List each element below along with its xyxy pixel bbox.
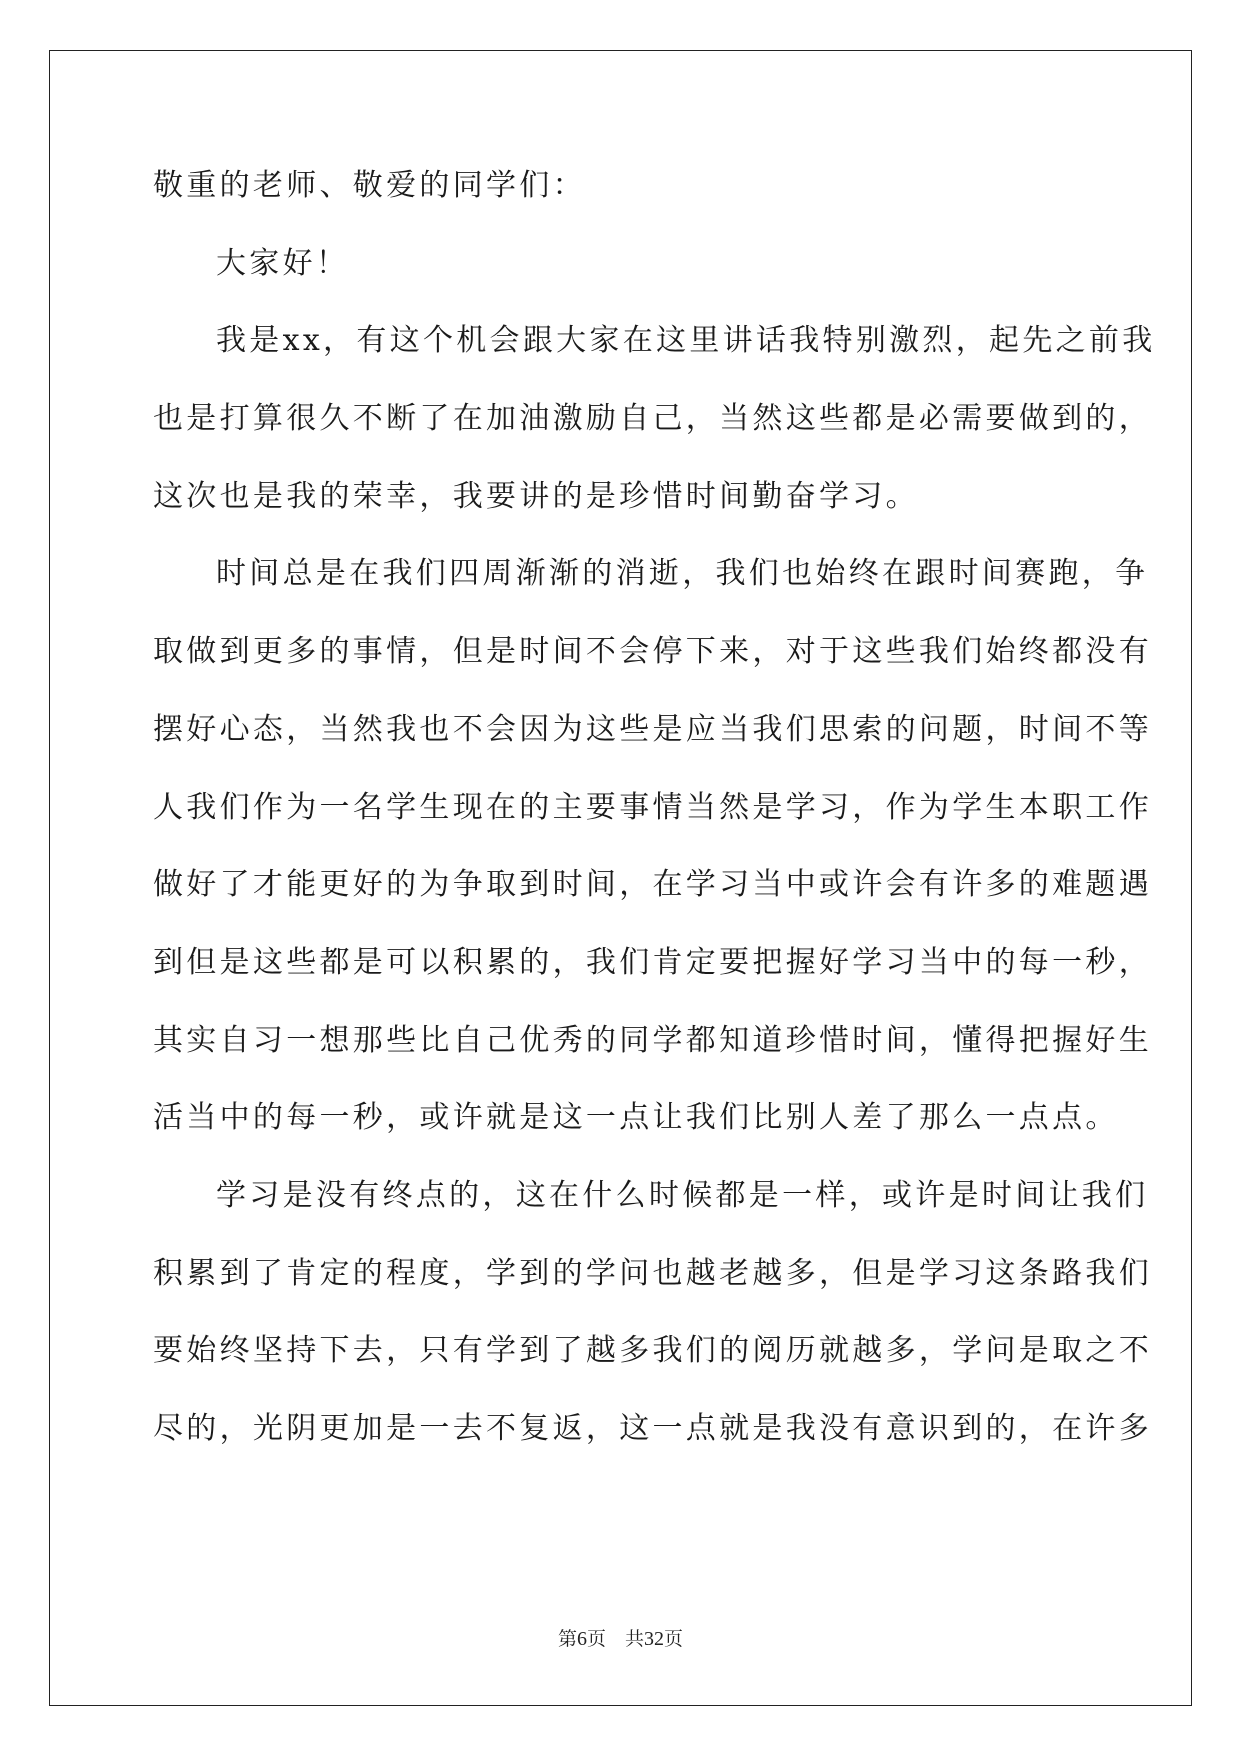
paragraph-line: 积累到了肯定的程度，学到的学问也越老越多，但是学习这条路我们 <box>153 1255 1152 1291</box>
paragraph-line: 时间总是在我们四周渐渐的消逝，我们也始终在跟时间赛跑，争 <box>216 556 1149 592</box>
paragraph-line: 我是xx，有这个机会跟大家在这里讲话我特别激烈，起先之前我 <box>216 323 1156 359</box>
page-number-suffix: 页 <box>664 1628 684 1650</box>
page-number-middle: 页 共 <box>586 1628 644 1650</box>
paragraph-line: 学习是没有终点的，这在什么时候都是一样，或许是时间让我们 <box>216 1177 1149 1213</box>
current-page-number: 6 <box>576 1628 587 1650</box>
greeting-line: 大家好！ <box>216 245 350 281</box>
paragraph-line: 人我们作为一名学生现在的主要事情当然是学习，作为学生本职工作 <box>153 789 1152 825</box>
page-footer <box>0 1624 1241 1651</box>
total-page-count: 32 <box>644 1628 664 1650</box>
paragraph-line: 做好了才能更好的为争取到时间，在学习当中或许会有许多的难题遇 <box>153 867 1152 903</box>
page-number-prefix: 第 <box>557 1628 577 1650</box>
paragraph-line: 摆好心态，当然我也不会因为这些是应当我们思索的问题，时间不等 <box>153 711 1152 747</box>
paragraph-line: 活当中的每一秒，或许就是这一点让我们比别人差了那么一点点。 <box>153 1100 1119 1136</box>
document-body <box>153 168 1156 1489</box>
salutation-line: 敬重的老师、敬爱的同学们： <box>153 168 586 203</box>
paragraph-line: 要始终坚持下去，只有学到了越多我们的阅历就越多，学问是取之不 <box>153 1333 1152 1369</box>
paragraph-line: 也是打算很久不断了在加油激励自己，当然这些都是必需要做到的， <box>153 401 1152 437</box>
paragraph-line: 尽的，光阴更加是一去不复返，这一点就是我没有意识到的，在许多 <box>153 1411 1152 1446</box>
paragraph-line: 其实自习一想那些比自己优秀的同学都知道珍惜时间，懂得把握好生 <box>153 1022 1152 1058</box>
paragraph-line: 取做到更多的事情，但是时间不会停下来，对于这些我们始终都没有 <box>153 634 1152 670</box>
paragraph-line: 这次也是我的荣幸，我要讲的是珍惜时间勤奋学习。 <box>153 478 919 514</box>
paragraph-line: 到但是这些都是可以积累的，我们肯定要把握好学习当中的每一秒， <box>153 944 1152 980</box>
